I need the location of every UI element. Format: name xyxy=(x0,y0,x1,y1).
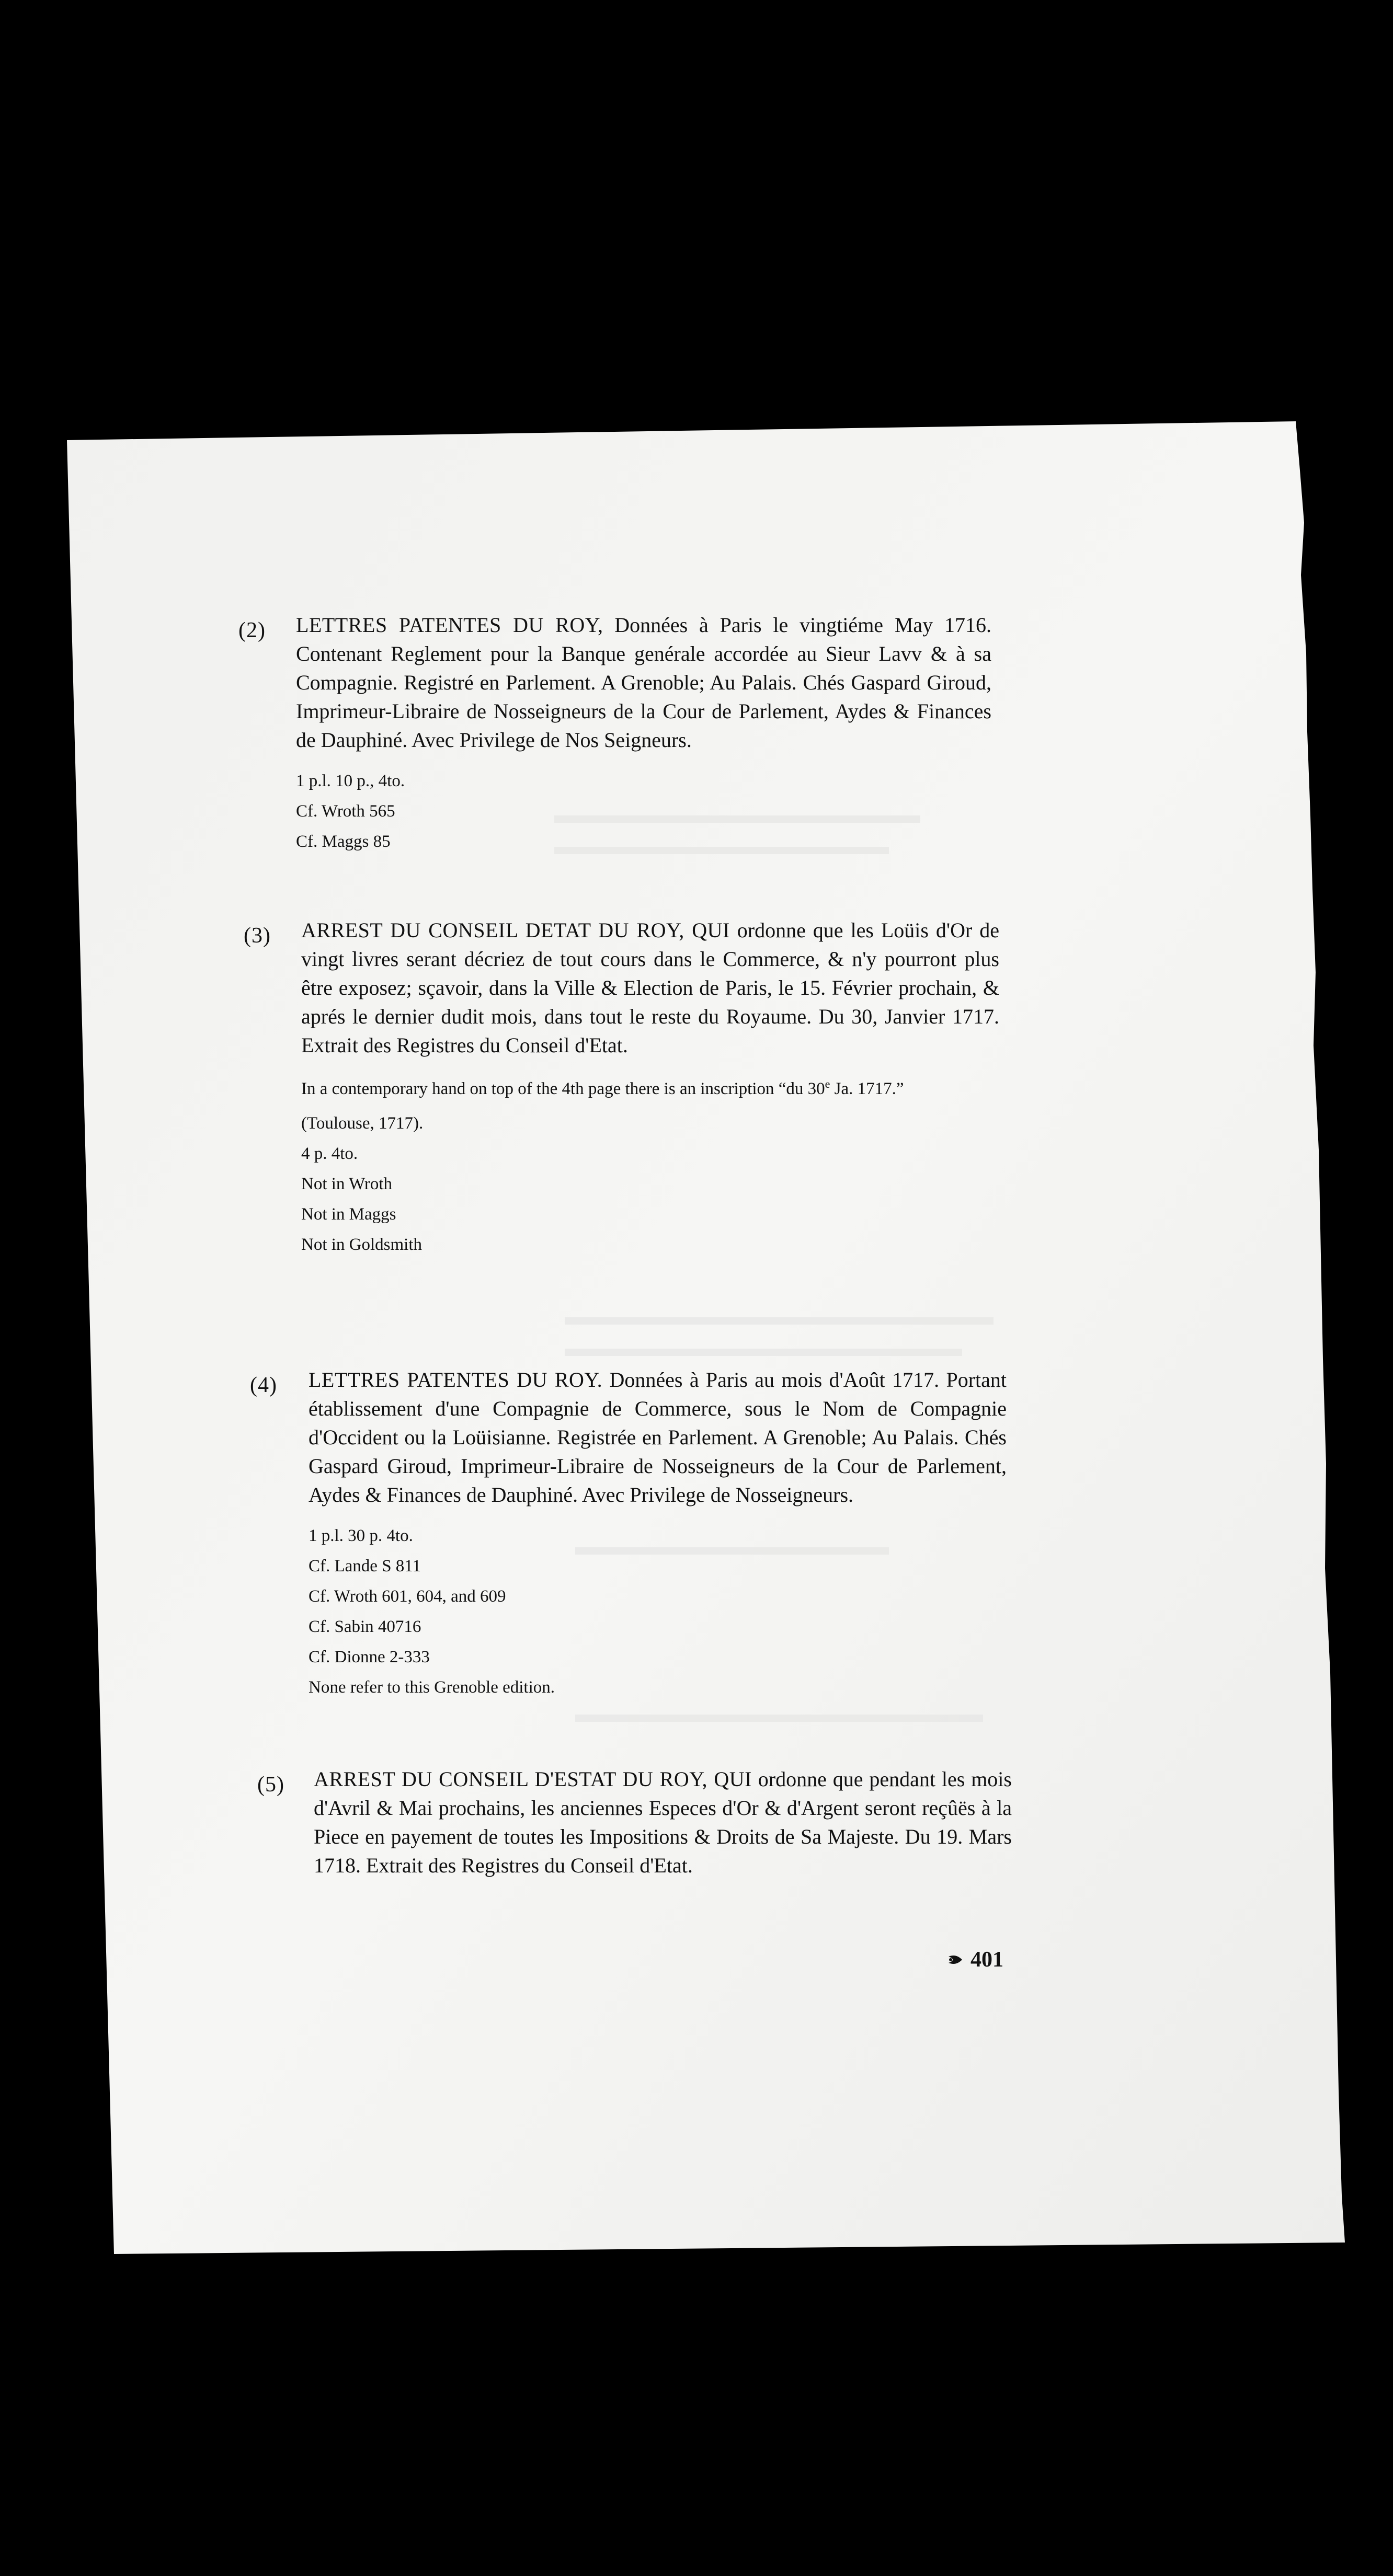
entry-title xyxy=(309,1365,1007,1509)
detail-line: 1 p.l. 10 p., 4to. xyxy=(296,772,405,790)
entry-title-text: Données à Paris au mois d'Août 1717. Portant établissement d'une Compagnie de Commerce, sous le Nom de Compagnie d'Occident ou la Loüisianne. Registrée en Parlement. A Grenoble; Au Palais. Chés Gaspard Giroud, Imprimeur-Libraire de Nosseigneurs de la Cour de Parlement, Aydes & Finances de Dauphiné. Avec Privilege de Nosseigneurs. xyxy=(309,1368,1007,1506)
detail-line: Cf. Dionne 2-333 xyxy=(309,1648,430,1666)
detail-line: Cf. Wroth 601, 604, and 609 xyxy=(309,1587,506,1606)
detail-line: 1 p.l. 30 p. 4to. xyxy=(309,1526,413,1545)
detail-line: Cf. Maggs 85 xyxy=(296,832,391,851)
note-superscript: e xyxy=(825,1077,830,1090)
fleuron-ornament-icon xyxy=(946,1951,963,1968)
entry-5 xyxy=(257,1765,1090,1880)
detail-line: Cf. Wroth 565 xyxy=(296,802,395,821)
entry-title-text: ordonne que les Loüis d'Or de vingt livres serant décriez de tout cours dans le Commerce, & n'y pourront plus être exposez; sçavoir, dans la Ville & Election de Paris, le 15. Février prochain, & aprés le dernier dudit mois, dans tout le reste du Royaume. Du 30, Janvier 1717. Extrait des Registres du Conseil d'Etat. xyxy=(301,918,999,1057)
entry-title-caps: ARREST DU CONSEIL DETAT DU ROY, QUI xyxy=(301,918,730,942)
entry-details xyxy=(296,766,1072,857)
detail-line: Not in Maggs xyxy=(301,1205,396,1224)
entry-4 xyxy=(250,1365,1085,1703)
entry-number: (5) xyxy=(257,1773,284,1797)
entry-title-text: Données à Paris le vingtiéme May 1716. Contenant Reglement pour la Banque genérale accordée au Sieur Lavv & à sa Compagnie. Registré en Parlement. A Grenoble; Au Palais. Chés Gaspard Giroud, Imprimeur-Libraire de Nosseigneurs de la Cour de Parlement, Aydes & Finances de Dauphiné. Avec Privilege de Nos Seigneurs. xyxy=(296,613,991,752)
entry-title xyxy=(296,611,991,754)
detail-line: Cf. Sabin 40716 xyxy=(309,1617,421,1636)
detail-line: (Toulouse, 1717). xyxy=(301,1114,424,1133)
entry-number: (3) xyxy=(244,924,271,948)
entry-note xyxy=(301,1071,997,1102)
page-number-text: 401 xyxy=(970,1948,1003,1972)
entry-number: (2) xyxy=(238,618,266,642)
note-text-end: Ja. 1717.” xyxy=(830,1079,904,1098)
detail-line: Cf. Lande S 811 xyxy=(309,1557,421,1576)
entry-title-caps: LETTRES PATENTES DU ROY. xyxy=(309,1368,603,1392)
entry-details xyxy=(301,1071,1078,1260)
entry-2 xyxy=(238,611,1072,857)
detail-line: None refer to this Grenoble edition. xyxy=(309,1678,555,1697)
entry-title xyxy=(314,1765,1012,1880)
entry-title-caps: ARREST DU CONSEIL D'ESTAT DU ROY, QUI xyxy=(314,1767,752,1791)
detail-line: Not in Goldsmith xyxy=(301,1235,423,1254)
entry-details xyxy=(309,1521,1085,1703)
note-text: In a contemporary hand on top of the 4th page there is an inscription “du 30 xyxy=(301,1079,825,1098)
detail-line: 4 p. 4to. xyxy=(301,1144,358,1163)
entry-title xyxy=(301,916,999,1060)
entry-3 xyxy=(244,916,1078,1260)
entry-number: (4) xyxy=(250,1373,277,1397)
entry-title-text: ordonne que pendant les mois d'Avril & Mai prochains, les anciennes Especes d'Or & d'Argent seront reçûës à la Piece en payement de toutes les Impositions & Droits de Sa Majeste. Du 19. Mars 1718. Extrait des Registres du Conseil d'Etat. xyxy=(314,1767,1012,1877)
detail-line: Not in Wroth xyxy=(301,1175,393,1193)
entry-title-caps: LETTRES PATENTES DU ROY, xyxy=(296,613,603,637)
page-number xyxy=(946,1947,1003,1973)
